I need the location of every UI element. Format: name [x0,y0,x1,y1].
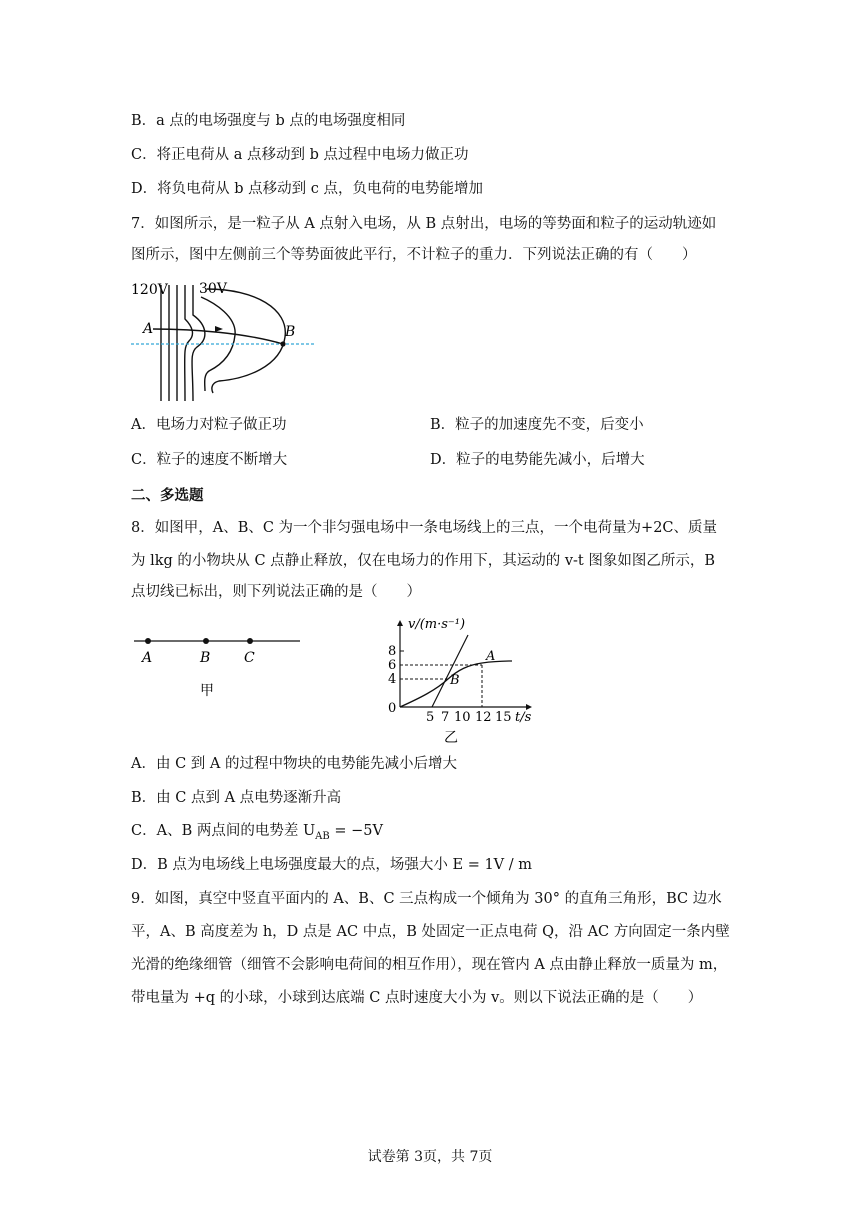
q9-stem-line3: 光滑的绝缘细管（细管不会影响电荷间的相互作用），现在管内 A 点由静止释放一质量为 m， [131,957,728,973]
q7-label-a: A [143,321,154,337]
page-footer: 试卷第 3页，共 7页 [367,1149,493,1165]
q8-option-d: D．B 点为电场线上电场强度最大的点，场强大小 E = 1V / m [131,857,532,873]
q7-label-b: B [285,324,296,340]
q7-stem-line2: 图所示，图中左侧前三个等势面彼此平行，不计粒子的重力．下列说法正确的有（ ） [131,247,697,263]
vt-origin: 0 [388,701,397,716]
q7-option-d: D．粒子的电势能先减小，后增大 [430,452,645,468]
q7-equipotential-figure [125,275,325,405]
q8-option-b: B．由 C 点到 A 点电势逐渐升高 [131,790,342,806]
vt-ytick-4: 4 [388,672,397,687]
q9-stem-line2: 平，A、B 高度差为 h，D 点是 AC 中点，B 处固定一正点电荷 Q，沿 AC 方向固定一条内壁 [131,924,730,940]
q8-vt-graph [380,610,540,750]
vt-label-b: B [450,673,460,688]
particle-trajectory [153,329,283,344]
vt-tangent-line [432,635,468,707]
point-a-dot [145,638,151,644]
vt-ytick-6: 6 [388,658,397,673]
q7-stem-line1: 7．如图所示，是一粒子从 A 点射入电场，从 B 点射出，电场的等势面和粒子的运动轨迹如 [131,216,717,232]
q8-option-c-text: C．A、B 两点间的电势差 U [131,823,316,839]
q8-stem-line3: 点切线已标出，则下列说法正确的是（ ） [131,584,421,600]
trajectory-arrow-icon [215,326,223,332]
q6-option-c: C．将正电荷从 a 点移动到 b 点过程中电场力做正功 [131,147,469,163]
q8-stem-line2: 为 lkg 的小物块从 C 点静止释放，仅在电场力的作用下，其运动的 v-t 图象如图乙所示，B [131,553,716,569]
q8-option-a: A．由 C 到 A 的过程中物块的电势能先减小后增大 [131,756,457,772]
vt-xlabel: t/s [515,710,532,725]
q9-stem-line1: 9．如图，真空中竖直平面内的 A、B、C 三点构成一个倾角为 30° 的直角三角形，BC 边水 [131,891,722,907]
q8-option-c-subscript: AB [315,830,330,842]
point-c-dot [247,638,253,644]
q6-option-d: D．将负电荷从 b 点移动到 c 点，负电荷的电势能增加 [131,181,483,197]
q8-stem-line1: 8．如图甲，A、B、C 为一个非匀强电场中一条电场线上的三点，一个电荷量为+2C、质量 [131,520,718,536]
q8-field-line-figure [130,625,305,705]
point-b-dot [203,638,209,644]
point-b-dot [280,341,285,346]
equipotential-curve [185,285,193,401]
vt-xtick-15: 15 [495,710,512,725]
section-heading-multiple-choice: 二、多选题 [131,488,204,504]
vt-xtick-10: 10 [454,710,471,725]
y-axis-arrow-icon [397,620,403,626]
q8-caption-jia: 甲 [200,683,214,699]
q9-stem-line4: 带电量为 +q 的小球，小球到达底端 C 点时速度大小为 v。则以下说法正确的是（ ） [131,990,703,1006]
q8-option-c [131,821,383,847]
q8-option-c-value: = −5V [329,823,383,839]
vt-ylabel: v/(m·s⁻¹) [408,617,466,632]
q8-label-c: C [244,650,255,666]
vt-label-a: A [486,649,496,664]
q7-label-30v: 30V [199,281,227,297]
vt-xtick-7: 7 [441,710,450,725]
vt-xtick-12: 12 [475,710,492,725]
q8-label-b: B [200,650,211,666]
q7-option-a: A．电场力对粒子做正功 [131,417,287,433]
vt-xtick-5: 5 [426,710,435,725]
q6-option-b: B．a 点的电场强度与 b 点的电场强度相同 [131,113,406,129]
q7-option-c: C．粒子的速度不断增大 [131,452,288,468]
q8-caption-yi: 乙 [444,730,458,746]
q8-label-a: A [142,650,153,666]
equipotential-curve [192,285,205,401]
q7-option-b: B．粒子的加速度先不变，后变小 [430,417,644,433]
q7-label-120v: 120V [131,282,168,298]
vt-ytick-8: 8 [388,644,397,659]
